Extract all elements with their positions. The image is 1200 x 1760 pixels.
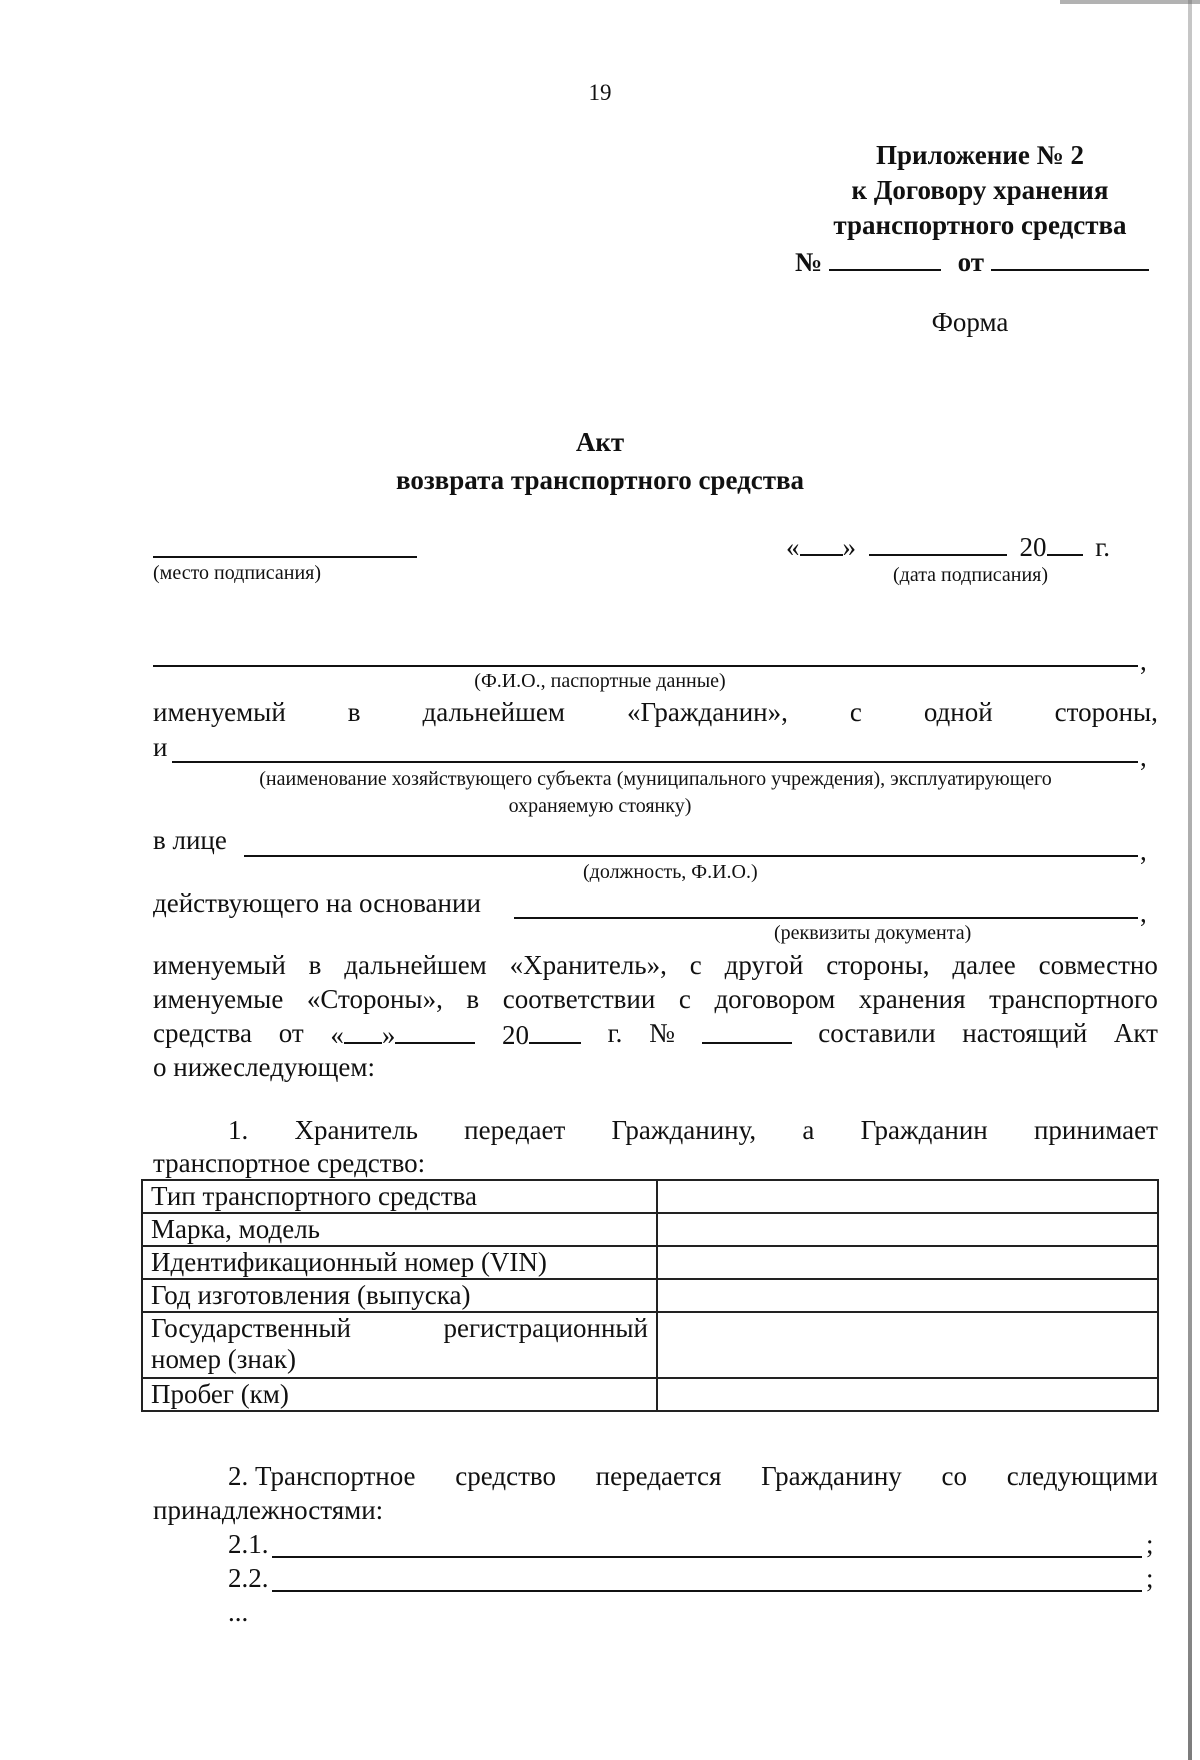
scan-edge-top — [1060, 0, 1200, 4]
label-line-1 — [151, 1313, 648, 1344]
item2-ellipsis: ... — [228, 1597, 249, 1627]
item2-sub1-prefix: 2.1. — [228, 1529, 269, 1559]
table-cell-value — [657, 1279, 1158, 1312]
item2-sub2-end: ; — [1146, 1563, 1154, 1593]
word: далее — [952, 950, 1016, 980]
month-field — [395, 1018, 475, 1044]
word: с — [689, 950, 702, 980]
appendix-line-1: Приложение № 2 — [876, 140, 1084, 170]
word: Гражданину, — [611, 1115, 757, 1145]
basis-prefix: действующего на основании — [153, 888, 481, 918]
and-prefix: и — [153, 732, 168, 762]
contract-year-field — [502, 1018, 581, 1051]
month-field — [869, 530, 1007, 556]
title-line-1: Акт — [575, 427, 625, 457]
date-close-quote: » — [842, 532, 856, 562]
citizen-name-field — [153, 665, 1138, 667]
item2-sub2-prefix: 2.2. — [228, 1563, 269, 1593]
word: в — [466, 984, 480, 1014]
word: одной — [923, 697, 993, 727]
paragraph-line-4: о нижеследующем: — [153, 1052, 375, 1082]
word: Гражданину — [761, 1461, 902, 1491]
number-sign: № — [795, 247, 823, 277]
word: соответствии — [502, 984, 656, 1014]
accessory-field-1 — [272, 1556, 1142, 1558]
keeper-name-field — [172, 761, 1138, 763]
word: со — [941, 1461, 967, 1491]
from-word: от — [957, 247, 985, 277]
word: совместно — [1038, 950, 1158, 980]
table-row — [142, 1312, 1158, 1378]
accessory-field-2 — [272, 1590, 1142, 1592]
item2-line-1 — [153, 1461, 1158, 1492]
document-title — [0, 423, 1200, 499]
appendix-header — [760, 138, 1200, 243]
word: 2. Транспортное — [228, 1461, 416, 1491]
word: именуемый — [153, 950, 286, 980]
word: с — [678, 984, 691, 1014]
table-cell-label: Тип транспортного средства — [142, 1180, 657, 1213]
representative-caption: (должность, Ф.И.О.) — [583, 861, 758, 883]
appendix-line-2: к Договору хранения — [851, 175, 1109, 205]
paragraph-line-1 — [153, 950, 1158, 981]
table-cell-value — [657, 1213, 1158, 1246]
word: от — [278, 1018, 304, 1048]
table-row — [142, 1378, 1158, 1411]
table-cell-label: Идентификационный номер (VIN) — [142, 1246, 657, 1279]
close-quote: » — [381, 1020, 396, 1050]
scan-edge-right — [1188, 0, 1192, 1760]
word: дальнейшем — [422, 697, 565, 727]
word: транспортного — [989, 984, 1158, 1014]
title-line-2: возврата транспортного средства — [395, 465, 805, 495]
representative-field — [244, 855, 1138, 857]
basis-caption: (реквизиты документа) — [774, 922, 972, 944]
form-label: Форма — [931, 307, 1009, 337]
table-row — [142, 1246, 1158, 1279]
item1-line-2: транспортное средство: — [153, 1148, 426, 1178]
word: хранения — [858, 984, 966, 1014]
table-cell-label: Марка, модель — [142, 1213, 657, 1246]
date-open-quote: « — [786, 532, 800, 562]
word: стороны, — [1054, 697, 1158, 727]
signing-date-line — [786, 530, 1110, 563]
word: а — [802, 1115, 815, 1145]
basis-comma: , — [1140, 898, 1147, 928]
table-cell-label — [142, 1312, 657, 1378]
word: именуемые — [153, 984, 284, 1014]
appendix-number-line — [795, 245, 1149, 278]
word: следующими — [1006, 1461, 1158, 1491]
table-row — [142, 1279, 1158, 1312]
word: принимает — [1033, 1115, 1158, 1145]
citizen-caption: (Ф.И.О., паспортные данные) — [474, 670, 726, 692]
keeper-caption-line-2: охраняемую стоянку) — [508, 795, 692, 817]
word: дальнейшем — [344, 950, 487, 980]
paragraph-line-2 — [153, 984, 1158, 1015]
word: Государственный — [151, 1313, 351, 1343]
contract-date-field — [991, 245, 1149, 271]
word: «Хранитель», — [509, 950, 667, 980]
year-field — [1047, 530, 1083, 556]
table-row — [142, 1213, 1158, 1246]
table-cell-label: Год изготовления (выпуска) — [142, 1279, 657, 1312]
item2-line-2: принадлежностями: — [153, 1495, 384, 1525]
word: именуемый — [153, 697, 286, 727]
year-suffix: г. — [1095, 532, 1111, 562]
table-cell-value — [657, 1180, 1158, 1213]
table-cell-value — [657, 1312, 1158, 1378]
word: 1. — [228, 1115, 249, 1145]
year-field — [529, 1018, 581, 1044]
label-line-2: номер (знак) — [151, 1344, 296, 1374]
word: передает — [464, 1115, 566, 1145]
number-sign: № — [649, 1018, 675, 1048]
word: средства — [153, 1018, 253, 1048]
appendix-line-3: транспортного средства — [833, 210, 1127, 240]
word: Гражданин — [860, 1115, 988, 1145]
paragraph-line-3 — [153, 1018, 1158, 1051]
word: Акт — [1113, 1018, 1158, 1048]
word: «Стороны», — [306, 984, 443, 1014]
table-cell-value — [657, 1246, 1158, 1279]
keeper-caption-line-1: (наименование хозяйствующего субъекта (муниципального учреждения), эксплуатирующего — [259, 768, 1052, 790]
word: настоящий — [962, 1018, 1088, 1048]
word: передается — [595, 1461, 722, 1491]
year-prefix: 20 — [1019, 532, 1047, 562]
contract-number-field — [702, 1018, 792, 1044]
signing-date-caption: (дата подписания) — [893, 564, 1049, 586]
table-cell-label: Пробег (км) — [142, 1378, 657, 1411]
word: г. — [607, 1018, 623, 1048]
signing-place-caption: (место подписания) — [153, 562, 322, 584]
keeper-comma: , — [1140, 742, 1147, 772]
open-quote: « — [330, 1020, 344, 1050]
item2-sub1-end: ; — [1146, 1529, 1154, 1559]
word: в — [347, 697, 361, 727]
represented-prefix: в лице — [153, 825, 227, 855]
representative-comma: , — [1140, 836, 1147, 866]
contract-date-field — [330, 1018, 475, 1051]
signing-place-field — [153, 556, 417, 558]
day-field — [800, 530, 843, 556]
word: «Гражданин», — [626, 697, 788, 727]
citizen-comma: , — [1140, 646, 1147, 676]
word: с — [849, 697, 862, 727]
contract-number-field — [829, 245, 941, 271]
word: договором — [714, 984, 836, 1014]
word: регистрационный — [443, 1313, 648, 1343]
word: стороны, — [826, 950, 930, 980]
table-row — [142, 1180, 1158, 1213]
word: в — [308, 950, 322, 980]
word: средство — [455, 1461, 556, 1491]
word: Хранитель — [294, 1115, 418, 1145]
year-prefix: 20 — [501, 1020, 529, 1050]
page-number: 19 — [588, 80, 612, 105]
table-cell-value — [657, 1378, 1158, 1411]
basis-document-field — [514, 917, 1138, 919]
vehicle-table — [141, 1179, 1159, 1412]
word: составили — [818, 1018, 936, 1048]
word: другой — [724, 950, 804, 980]
item1-line-1 — [153, 1115, 1158, 1146]
day-field — [344, 1018, 382, 1044]
citizen-named-line — [153, 697, 1158, 728]
